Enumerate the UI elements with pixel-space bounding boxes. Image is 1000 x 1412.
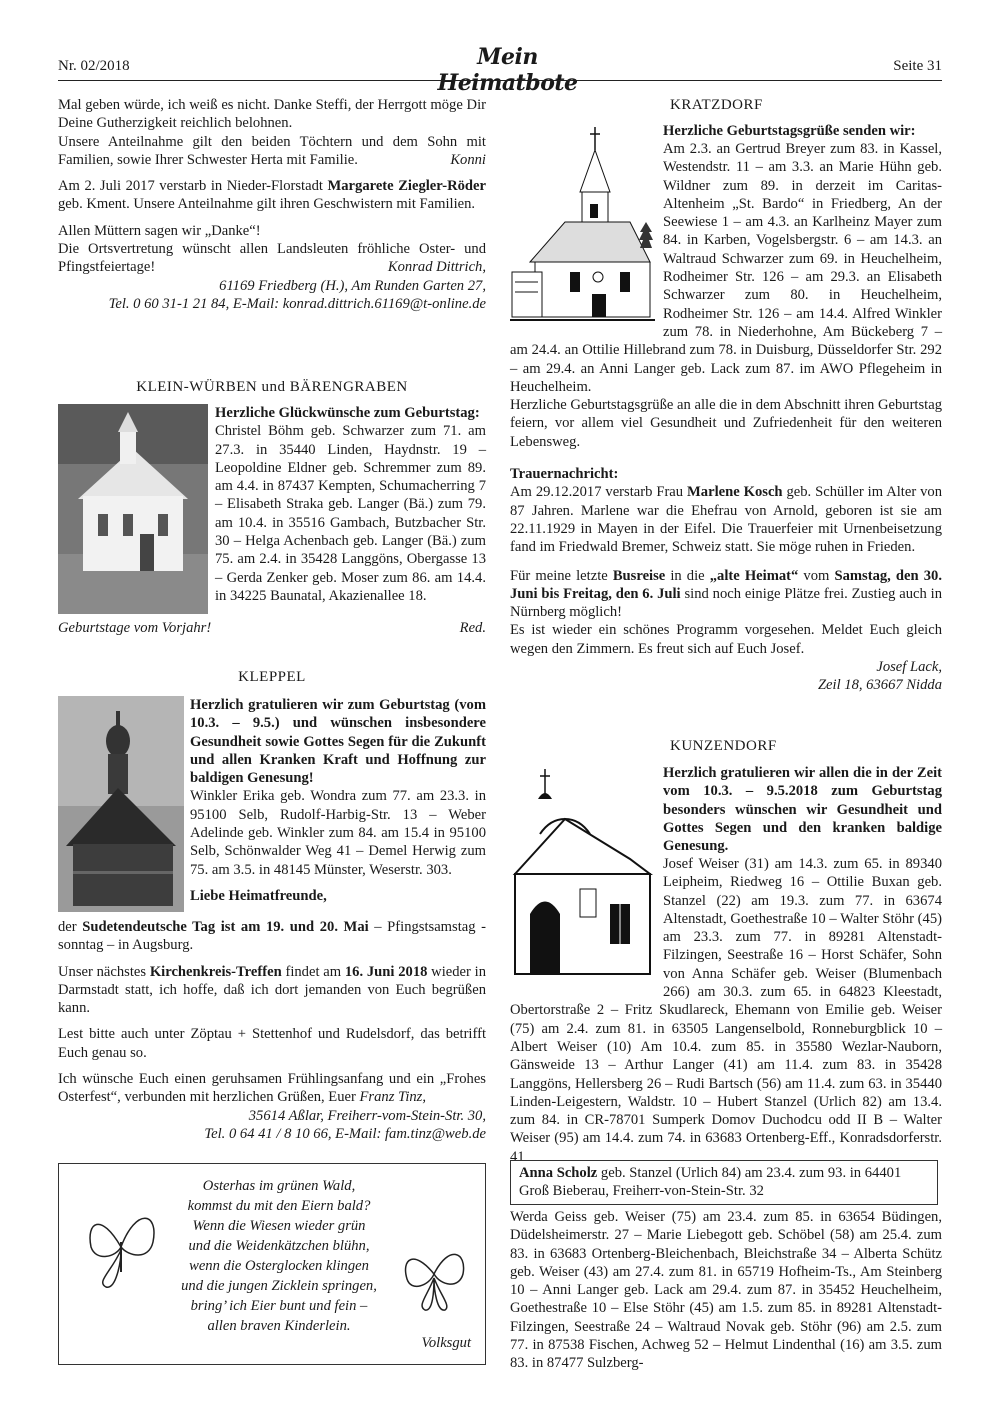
kunzendorf-body (510, 855, 942, 1166)
kleppel-text (190, 696, 486, 905)
butterfly-icon (81, 1202, 161, 1292)
section-title-kleppel: KLEPPEL (238, 669, 306, 685)
wooden-church-photo (58, 696, 184, 912)
section-heading: Herzliche Geburtstagsgrüße senden wir: (663, 123, 916, 139)
kunzendorf-head (663, 764, 942, 855)
page-number: Seite 31 (893, 58, 942, 74)
obituary-text: Am 29.12.2017 verstarb Frau Marlene Kosch geb. Schüller im Alter von 87 Jahren. Marlene war die Ehefrau von Arnold, geboren ist sie am 22.11.1929 in Mayen in der Eifel. Die Trauerfeier mit Urnenbeisetzung fand im Friedwald Bremer, Schweiz statt. Sie möge ruhen in Frieden. (510, 484, 942, 556)
kratzdorf-head (663, 122, 942, 140)
address-line: Tel. 0 60 31-1 21 84, E-Mail: konrad.dittrich.61169@t-online.de (108, 295, 486, 312)
chapel-photo (58, 404, 208, 614)
paragraph: Die Ortsvertretung wünscht allen Landsleuten fröhliche Oster- und Pfingstfeiertage! Konrad Dittrich, (58, 241, 486, 276)
paragraph: Unsere Anteilnahme gilt den beiden Töchtern und dem Sohn mit Familien, sowie Ihrer Schwester Herta mit Familie. Konni (58, 133, 486, 168)
section-heading: Herzliche Glückwünsche zum Geburtstag: (215, 405, 480, 421)
poem-source: Volksgut (421, 1335, 471, 1351)
birthday-list: Josef Weiser (31) am 14.3. zum 65. in 89340 Leipheim, Riedweg 16 – Ottilie Buxan geb. Stanzel (22) am 19.3. zum 77. in 63674 Altenstadt, Goethestraße 10 – Walter Stöhr (45) am 23.3. zum 77. in 89281 Altenstadt-Filzingen, Seestraße 16 – Horst Schäfer, Sohn von Anna Schäfer geb. Weiser (Blumenbach 266) am 30.3. zum 65. in 64823 Kleestadt, Obertorstraße 2 – Fritz Skudlareck, Ehemann von Emilie geb. Weiser (75) am 2.4. zum 81. in 63505 Langenselbold, Ronneburgblick 10 – Albert Weiser (10) Am 10.4. zum 85. in 35580 Wezlar-Nauborn, Gänsweide 13 – Arthur Langer (41) am 11.4. zum 83. in 35428 Langgöns, Hellersberg 26 – Rudi Bartsch (56) am 11.4. zum 63. in 35440 Linden-Leigestern, Waldstr. 10 – Hubert Stanzel (Urlich 82) am 13.4. zum 84. in CR-78701 Sumperk Domov Duchodcu odd II B – Walter Weiser (95) am 14.4. zum 74. in 63683 Ortenberg-Eff., Konradsdorferstr. 41 (510, 856, 942, 1165)
butterfly-icon (399, 1234, 469, 1314)
section-title-kunzendorf: KUNZENDORF (670, 738, 777, 754)
paragraph: Lest bitte auch unter Zöptau + Stettenhof und Rudelsdorf, das betrifft Euch genau so. (58, 1026, 486, 1061)
greeting: Liebe Heimatfreunde, (190, 887, 327, 904)
birthday-list: Werda Geiss geb. Weiser (75) am 23.4. zum 85. in 63654 Büdingen, Düdelsheimerstr. 27 – Marie Liebegott geb. Schöbel (58) am 25.4. zum 83. in 63683 Ortenberg-Bleichenbach, Bleichstraße 34 – Alberta Schütz geb. Weiser (43) am 27.4. zum 81. in 65719 Hofheim-Ts., Am Steinberg 10 – Anni Langer geb. Lack am 29.4. zum 87. in 35452 Heuchelheim, Goethestraße 10 – Else Stöhr (45) am 1.5. zum 85. in 89281 Altenstadt-Filzingen, Seestraße 24 – Waltraud Novak geb. Stöhr (96) am 2.5. zum 77. in 87538 Fischen, Achweg 52 – Helmut Lindenthal (16) am 3.5. zum 83. in 87477 Sulzberg- (510, 1209, 942, 1372)
header-rule (58, 80, 942, 81)
obituary-heading: Trauernachricht: (510, 466, 619, 483)
section-title-kratzdorf: KRATZDORF (670, 97, 763, 113)
paragraph: Am 2. Juli 2017 verstarb in Nieder-Florstadt Margarete Ziegler-Röder geb. Kment. Unsere Anteilnahme gilt ihren Geschwistern mit Familien. (58, 178, 486, 213)
paragraph: Allen Müttern sagen wir „Danke“! (58, 222, 261, 239)
klein-wuerben-text (215, 404, 486, 605)
section-title-klein-wuerben: KLEIN-WÜRBEN und BÄRENGRABEN (136, 379, 408, 395)
kunzendorf-body-2 (510, 1208, 942, 1373)
poem-text: Osterhas im grünen Wald, kommst du mit den Eiern bald? Wenn die Wiesen wieder grün und die Weidenkätzchen blühn, wenn die Osterglocken klingen und die jungen Zicklein springen, bring’ ich Eier bunt und fein – allen braven Kinderlein. (181, 1178, 377, 1334)
address-line: 35614 Aßlar, Freiherr-vom-Stein-Str. 30, (248, 1107, 486, 1124)
bus-trip-text: Für meine letzte Busreise in die „alte Heimat“ vom Samstag, den 30. Juni bis Freitag, den 6. Juli sind noch einige Plätze frei. Zustieg auch in Nürnberg möglich! (510, 567, 942, 621)
birthday-list: Christel Böhm geb. Schwarzer zum 71. am 27.3. in 35440 Linden, Haydnstr. 19 – Leopoldine Eldner geb. Schremmer zum 89. am 4.4. in 87437 Kempten, Schumacherring 7 – Elisabeth Straka geb. Langer (Bä.) zum 79. am 10.4. in 35516 Gambach, Butzbacher Str. 30 – Helga Achenbach geb. Langer (Bä.) zum 75. am 2.4. in 35428 Langgöns, Obergasse 13 – Gerda Zenker geb. Moser zum 86. am 14.4. in 34225 Baunatal, Akazienallee 18. (215, 423, 486, 604)
issue-number: Nr. 02/2018 (58, 58, 130, 74)
birthday-list: Am 2.3. an Gertrud Breyer zum 83. in Kassel, Westendstr. 11 – am 3.3. an Marie Hühn geb. Wildner zum 89. in derzeit im Caritas-Altenheim „St. Bardo“ in Friedberg, An der Seewiese 1 – am 4.3. an Karlheinz Mayer zum 84. in Karben, Vogelsbergstr. 6 – am 14.3. an Waltraud Schwarzer zum 69. in Heuchelheim, Rodheimer Str. 126 – am 29.3. an Elisabeth Schwarzer zum 80. in Heuchelheim, Rodheimer Str. 126 – am 14.4. Alfred Winkler zum 78. in Niederhohne, Am Bückeberg 7 – am 24.4. an Ottilie Hillebrand zum 78. in Duisburg, Düsseldorfer Str. 292 – am 29.4. an Anni Langer geb. Lack zum 87. im AWO Pflegeheim in Heuchelheim. (510, 141, 942, 395)
left-intro (58, 96, 486, 313)
highlight-box: Anna Scholz geb. Stanzel (Urlich 84) am 23.4. zum 93. in 64401 Groß Bieberau, Freiherr-von-Stein-Str. 32 (510, 1160, 938, 1205)
address-line: 61169 Friedberg (H.), Am Runden Garten 27, (219, 277, 486, 294)
section-heading: Herzlich gratulieren wir allen die in der Zeit vom 10.3. – 9.5.2018 zum Geburtstag besonders wünschen wir Gesundheit und Gottes Segen und den kranken baldige Genesung. (663, 765, 942, 855)
masthead-logo: Mein Heimatbote (437, 44, 578, 96)
address-line: Tel. 0 64 41 / 8 10 66, E-Mail: fam.tinz@web.de (204, 1125, 486, 1142)
paragraph: Ich wünsche Euch einen geruhsamen Frühlingsanfang und ein „Frohes Osterfest“, verbunden mit herzlichen Grüßen, Euer Franz Tinz, (58, 1071, 486, 1106)
klein-wuerben-footer: Geburtstage vom Vorjahr! Red. (58, 620, 486, 636)
address-line: Zeil 18, 63667 Nidda (817, 677, 942, 694)
paragraph: Unser nächstes Kirchenkreis-Treffen findet am 16. Juni 2018 wieder in Darmstadt statt, ich hoffe, daß ich dort jemanden von Euch begrüßen kann. (58, 963, 487, 1017)
section-heading: Herzlich gratulieren wir zum Geburtstag (vom 10.3. – 9.5.) und wünschen insbesondere Gesundheit sowie Gottes Segen für die Zukunft und allen Kranken Kraft und Hoffnung zur baldigen Genesung! (190, 697, 486, 787)
kratzdorf-body (510, 140, 942, 695)
paragraph: Mal geben würde, ich weiß es nicht. Danke Steffi, der Herrgott möge Dir Deine Gutherzigkeit reichlich belohnen. (58, 97, 486, 132)
kleppel-body (58, 918, 486, 1143)
paragraph: Es ist wieder ein schönes Programm vorgesehen. Meldet Euch gleich wegen den Zimmern. Es freut sich auf Euch Josef. (510, 622, 942, 657)
poem-box (58, 1163, 486, 1365)
paragraph: Herzliche Geburtstagsgrüße an alle die in dem Abschnitt ihren Geburtstag feiern, vor allem viel Gesundheit und Zufriedenheit für den weiteren Lebensweg. (510, 397, 942, 450)
birthday-list: Winkler Erika geb. Wondra zum 77. am 23.3. in 95100 Selb, Rudolf-Harbig-Str. 13 – Weber Adelinde geb. Winkler zum 84. am 15.4 in 95100 Selb, Schönwalder Weg 41 – Demel Herwig zum 75. am 3.5. in 48145 Münster, Weserstr. 303. (190, 788, 486, 878)
paragraph: der Sudetendeutsche Tag ist am 19. und 20. Mai – Pfingstsamstag -sonntag – in Augsburg. (58, 919, 486, 954)
signature: Josef Lack, (876, 659, 942, 676)
